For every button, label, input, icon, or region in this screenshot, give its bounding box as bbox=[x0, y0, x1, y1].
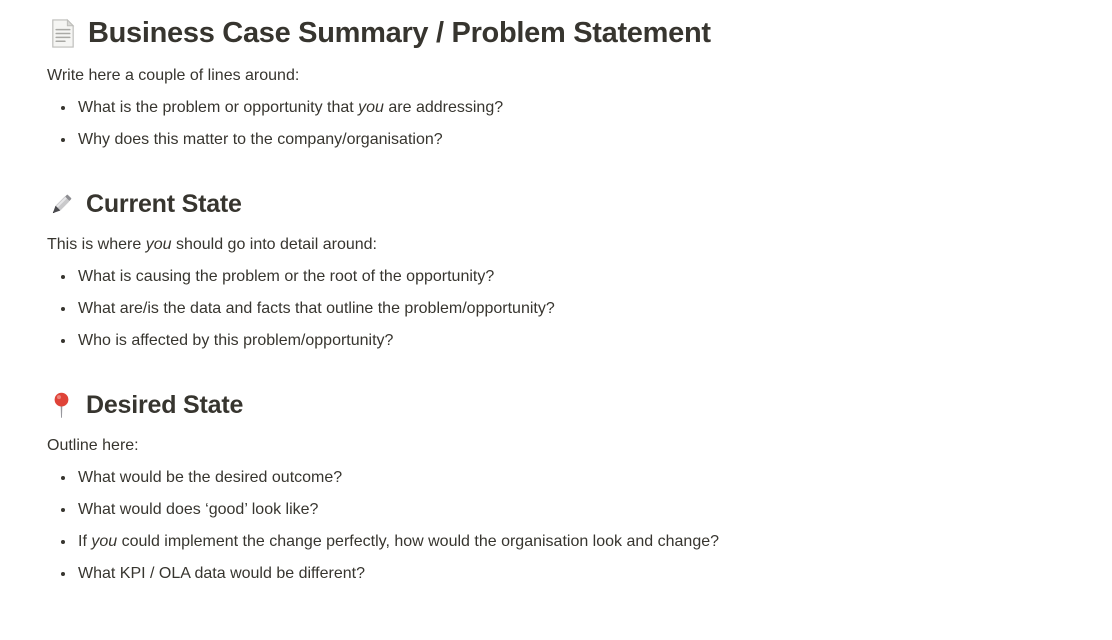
bullet-item: • What is the problem or opportunity that you are addressing? bbox=[76, 96, 920, 120]
bullet-item: • What would be the desired outcome? bbox=[76, 466, 920, 490]
section-heading bbox=[47, 389, 920, 421]
bullet-item: • What is causing the problem or the root of the opportunity? bbox=[76, 265, 920, 289]
bullet-item: • What would does ‘good’ look like? bbox=[76, 498, 920, 522]
round-pushpin-icon bbox=[47, 391, 76, 420]
section-intro: Write here a couple of lines around: bbox=[47, 67, 300, 84]
section-desired-state bbox=[47, 389, 920, 586]
bullet-item: • What are/is the data and facts that outline the problem/opportunity? bbox=[76, 297, 920, 321]
bullet-list bbox=[47, 96, 920, 152]
section-title: Business Case Summary / Problem Statement bbox=[88, 17, 711, 49]
bullet-list bbox=[47, 466, 920, 586]
section-current-state bbox=[47, 188, 920, 353]
section-heading bbox=[47, 14, 920, 52]
section-title: Current State bbox=[86, 190, 242, 218]
bullet-item: • Why does this matter to the company/organisation? bbox=[76, 128, 920, 152]
section-intro: This is where you should go into detail around: bbox=[47, 236, 377, 253]
bullet-item: • Who is affected by this problem/opportunity? bbox=[76, 329, 920, 353]
bullet-item: • If you could implement the change perfectly, how would the organisation look and change? bbox=[76, 530, 920, 554]
bullet-item: • What KPI / OLA data would be different? bbox=[76, 562, 920, 586]
pen-icon bbox=[47, 190, 76, 219]
bullet-list bbox=[47, 265, 920, 353]
section-title: Desired State bbox=[86, 391, 244, 419]
page-icon bbox=[47, 18, 78, 49]
section-heading bbox=[47, 188, 920, 220]
section-intro: Outline here: bbox=[47, 437, 139, 454]
section-business-case-summary bbox=[47, 14, 920, 152]
